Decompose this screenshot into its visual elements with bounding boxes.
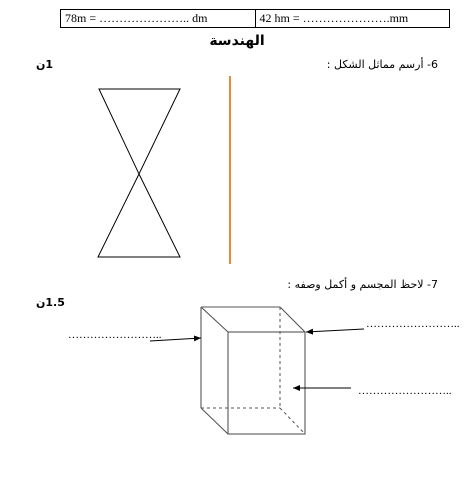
cuboid-solid xyxy=(201,307,305,434)
question-6-score: 1ن xyxy=(36,58,54,71)
conversion-cell-2: 42 hm = ………………….mm xyxy=(255,10,450,28)
answer-blank-mid-right[interactable]: …………………….. xyxy=(358,385,452,397)
question-7-text: 7- لاحظ المجسم و أكمل وصفه : xyxy=(287,278,438,291)
question-6-text: 6- أرسم مماثل الشكل : xyxy=(326,58,438,71)
question-7-score: 1.5ن xyxy=(36,296,65,309)
arrow-top-right xyxy=(306,329,364,332)
answer-blank-left[interactable]: …………………….. xyxy=(68,329,162,341)
hourglass-shape xyxy=(98,89,180,257)
arrow-left xyxy=(150,338,201,341)
cuboid-hidden-edges xyxy=(201,307,305,434)
answer-blank-top-right[interactable]: …………………….. xyxy=(366,318,460,330)
conversion-cell-1: 78m = ………………….. dm xyxy=(61,10,256,28)
section-title: الهندسة xyxy=(209,33,265,49)
